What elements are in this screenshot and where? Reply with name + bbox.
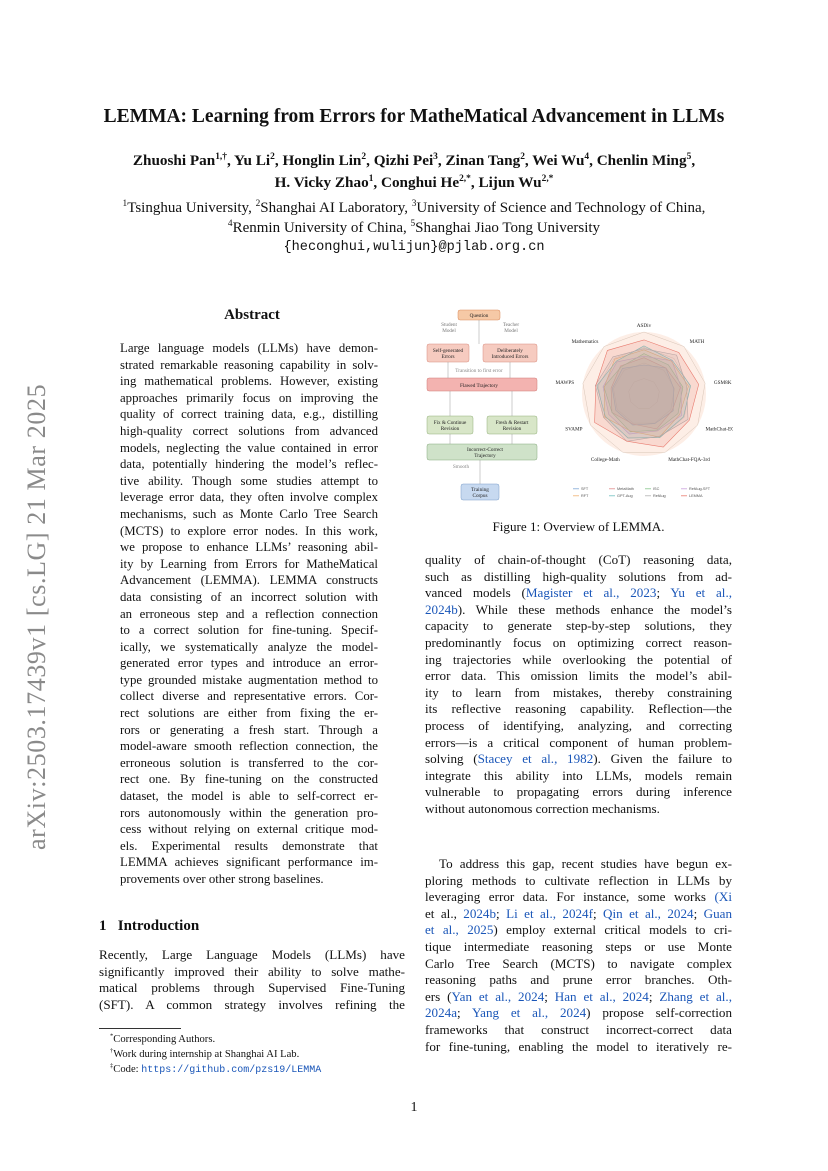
legend-label: RefAug-SFT	[689, 487, 711, 491]
text-line: high-quality correct solutions from advanced	[120, 423, 378, 438]
radar-axis-label: MAWPS	[555, 380, 575, 386]
legend-label: ISC	[653, 487, 660, 491]
text-line: rect solutions are either from fixing the er-	[120, 706, 378, 721]
svg-text:Model: Model	[442, 328, 456, 334]
radar-axis-label: SVAMP	[565, 426, 583, 433]
right-paragraph-1	[425, 552, 732, 818]
svg-text:Introduced Errors: Introduced Errors	[491, 354, 529, 360]
text-line: Large language models (LLMs) have demon-	[120, 341, 378, 355]
radar-axis-label: GSM8K	[713, 380, 732, 386]
svg-text:Errors: Errors	[441, 354, 455, 360]
text-line: quality of correct training data, e.g., distilling	[120, 407, 378, 422]
figure-overview	[423, 308, 733, 508]
text-line: Advancement (LEMMA). LEMMA constructs	[120, 573, 378, 588]
footnote-corresponding: *Corresponding Authors.	[110, 1032, 216, 1045]
text-line: such as distilling high-quality solutions from ad-	[425, 568, 732, 584]
text-line: its reflective reasoning capability. Reflection—the	[425, 701, 732, 717]
text-line: tique intermediate reasoning steps or use Monte	[425, 938, 732, 954]
text-line: capacity to generate step-by-step solutions, they	[425, 618, 732, 634]
text-line: without autonomous correction mechanisms.	[425, 800, 660, 816]
text-line: matical problems through Supervised Fine-Tuning	[99, 980, 405, 996]
text-line: data consisting of an incorrect solution with	[120, 589, 378, 604]
text-line: an erroneous step and a reflection connection	[120, 606, 378, 621]
authors-line-2: H. Vicky Zhao$^1$, Conghui $He^{2,*}$, Lijun $Wu^{2,*}$	[274, 173, 554, 191]
text-line: erroneous solution is transferred to the cor-	[120, 755, 378, 770]
legend-label: MetaMath	[617, 487, 634, 491]
text-line: ing mathematical problems. However, existing	[120, 374, 378, 389]
authors-line-1: Zhuoshi Pan$^{1,\dagger}$, Yu Li$^2$, Honglin Lin$^2$, Qizhi Pei$^3$, Zinan Tang$^2$, Wei Wu$^4$, Chenlin Ming$^5$,	[132, 151, 696, 169]
text-line: data, potentially hindering the model’s reflec-	[120, 457, 378, 472]
text-line: ers (Yan et al., 2024; Han et al., 2024; Zhang et al.,	[425, 988, 732, 1004]
radar-chart	[555, 323, 733, 463]
text-line: Carlo Tree Search (MCTS) to navigate complex	[425, 955, 732, 971]
svg-text:Incorrect-Correct: Incorrect-Correct	[466, 447, 504, 453]
footnote-internship: †Work during internship at Shanghai AI Lab.	[110, 1047, 300, 1060]
legend-label: RefAug	[653, 494, 666, 498]
text-line: quality of chain-of-thought (CoT) reasoning data,	[425, 552, 732, 567]
text-line: To address this gap, recent studies have begun ex-	[439, 856, 732, 871]
text-line: to a correct solution for fine-tuning. Specif-	[120, 623, 378, 638]
svg-text:Self-generated: Self-generated	[432, 348, 464, 354]
text-line: ity to learn from mistakes, thereby constraining	[425, 684, 732, 700]
page-number: 1	[410, 1100, 418, 1115]
label-transition: Transition to first error	[455, 368, 503, 374]
svg-text:Model: Model	[504, 328, 518, 334]
text-line: process of identifying, analyzing, and correcting	[425, 717, 732, 733]
figure-svg	[423, 308, 733, 508]
text-line: reasoning paths and prune error branches. Oth-	[425, 972, 732, 988]
footnote-rule	[99, 1028, 181, 1029]
text-line: et al., 2024b; Li et al., 2024f; Qin et al., 2024; Guan	[425, 905, 732, 921]
text-line: provements over other strong baselines.	[120, 872, 324, 886]
text-line: significantly improved their ability to solve mathe-	[99, 963, 405, 979]
radar-axis-label: Mathematics	[571, 339, 599, 346]
text-line: approaches primarily focus on improving the	[120, 390, 378, 405]
right-paragraph-2	[425, 856, 732, 1055]
text-line: model-aware smooth reflection connection, the	[120, 739, 378, 754]
label-student-model: Student	[441, 322, 457, 328]
text-line: rect one. By fine-tuning on the constructed	[120, 772, 378, 787]
text-line: generated error types and introduce an error-	[120, 656, 378, 671]
svg-text:Training: Training	[471, 487, 489, 493]
text-line: vanced models (Magister et al., 2023; Yu et al.,	[425, 585, 732, 601]
radar-axis-label: MathChat-FQA-3rd	[668, 456, 710, 463]
svg-text:Corpus: Corpus	[472, 493, 488, 499]
text-line: for fine-tuning, enabling the model to iteratively re-	[425, 1038, 732, 1054]
legend-label: LEMMA	[689, 494, 703, 498]
text-line: predominantly focus on optimizing correct reason-	[425, 634, 732, 650]
text-line: error data. This omission limits the model’s abil-	[425, 668, 732, 684]
label-teacher-model: Teacher	[502, 322, 520, 328]
text-line: leverage error data, they often involve complex	[120, 490, 378, 505]
text-line: Recently, Large Language Models (LLMs) have	[99, 947, 405, 962]
text-line: 2024b). While these methods enhance the model’s	[425, 601, 732, 617]
text-line: we propose to enhance LLMs’ reasoning abil-	[120, 540, 378, 555]
radar-axis-label: ASDiv	[636, 323, 652, 329]
svg-text:Revision: Revision	[502, 426, 522, 432]
figure-caption: Figure 1: Overview of LEMMA.	[492, 519, 665, 534]
text-line: 2024a; Yang et al., 2024) propose self-correction	[425, 1005, 732, 1021]
label-question: Question	[469, 313, 489, 319]
text-line: els. Experimental results demonstrate that	[120, 838, 378, 853]
text-line: tive ability. Though some studies attempt to	[120, 473, 378, 488]
label-smooth: Smooth	[452, 464, 470, 470]
text-line: (MCTS) to explore error nodes. In this work,	[120, 523, 378, 538]
text-line: cess without relying on external critique mod-	[120, 822, 378, 837]
text-line: ing trajectories while overlooking the potential of	[425, 651, 732, 667]
text-line: strated remarkable reasoning capability in solv-	[120, 357, 378, 372]
footnote-code: ‡Code: https://github.com/pzs19/LEMMA	[110, 1062, 322, 1076]
contact-emails: {heconghui,wulijun}@pjlab.org.cn	[283, 240, 545, 255]
text-line: dataset, the model is able to self-correct er-	[120, 789, 378, 804]
radar-axis-label: College-Math	[590, 456, 620, 463]
text-line: solving (Stacey et al., 1982). Given the failure to	[425, 751, 733, 767]
section-heading-introduction: 1 Introduction	[99, 918, 200, 934]
text-line: LEMMA achieves significant performance im-	[120, 855, 378, 870]
text-line: leveraging error data. For instance, some works (Xi	[425, 889, 732, 905]
text-line: ploring methods to cultivate reflection in LLMs by	[425, 872, 732, 888]
text-line: frameworks that construct incorrect-correct data	[425, 1021, 732, 1037]
text-line: mechanisms, such as Monte Carlo Tree Search	[120, 506, 378, 521]
text-line: rors or generating a fresh start. Through a	[120, 722, 378, 737]
svg-text:Fix & Continue: Fix & Continue	[433, 420, 467, 426]
svg-text:Revision: Revision	[440, 426, 460, 432]
legend-label: GPT-Aug	[617, 494, 633, 498]
text-line: integrate this ability into LLMs, models remain	[425, 767, 732, 783]
abstract-body	[120, 340, 378, 888]
legend-label: SFT	[581, 487, 589, 491]
text-line: et al., 2025) employ external critical models to cri-	[425, 922, 733, 938]
radar-axis-label: MathChat-EC	[705, 426, 733, 433]
text-line: collect diverse and representative errors. Cor-	[120, 689, 378, 704]
arxiv-stamp: arXiv:2503.17439v1 [cs.LG] 21 Mar 2025	[22, 383, 51, 850]
radar-axis-label: MATH	[689, 339, 705, 346]
text-line: models, neglecting the value contained in error	[120, 440, 378, 455]
radar-legend	[573, 487, 711, 498]
text-line: (SFT). A common strategy involves refining the	[99, 996, 405, 1012]
text-line: errors—is a critical component of human problem-	[425, 734, 732, 750]
svg-text:Deliberately: Deliberately	[497, 348, 523, 354]
introduction-paragraph-left	[99, 947, 405, 1013]
text-line: ically, we systematically analyze the model-	[120, 639, 378, 654]
svg-text:Fresh & Restart: Fresh & Restart	[495, 420, 529, 426]
legend-label: RFT	[581, 494, 589, 498]
text-line: vulnerable to propagating errors during inference	[425, 784, 732, 800]
abstract-heading: Abstract	[224, 307, 280, 323]
text-line: rors autonomously within the generation pro-	[120, 805, 378, 820]
text-line: type grounded mistake augmentation method to	[120, 672, 378, 687]
text-line: ity by Learning from Errors for MatheMatical	[120, 556, 378, 571]
code-link[interactable]: https://github.com/pzs19/LEMMA	[141, 1065, 322, 1076]
affiliations-line-2: $^4$Renmin University of China, $^5$Shanghai Jiao Tong University	[227, 219, 601, 236]
paper-title: LEMMA: Learning from Errors for MatheMatical Advancement in LLMs	[103, 106, 725, 127]
affiliations-line-1: $^1$Tsinghua University, $^2$Shanghai AI Laboratory, $^3$University of Science and Technology of China,	[122, 199, 706, 216]
svg-text:Trajectory: Trajectory	[474, 453, 496, 459]
svg-text:Flawed Trajectory: Flawed Trajectory	[460, 383, 498, 389]
